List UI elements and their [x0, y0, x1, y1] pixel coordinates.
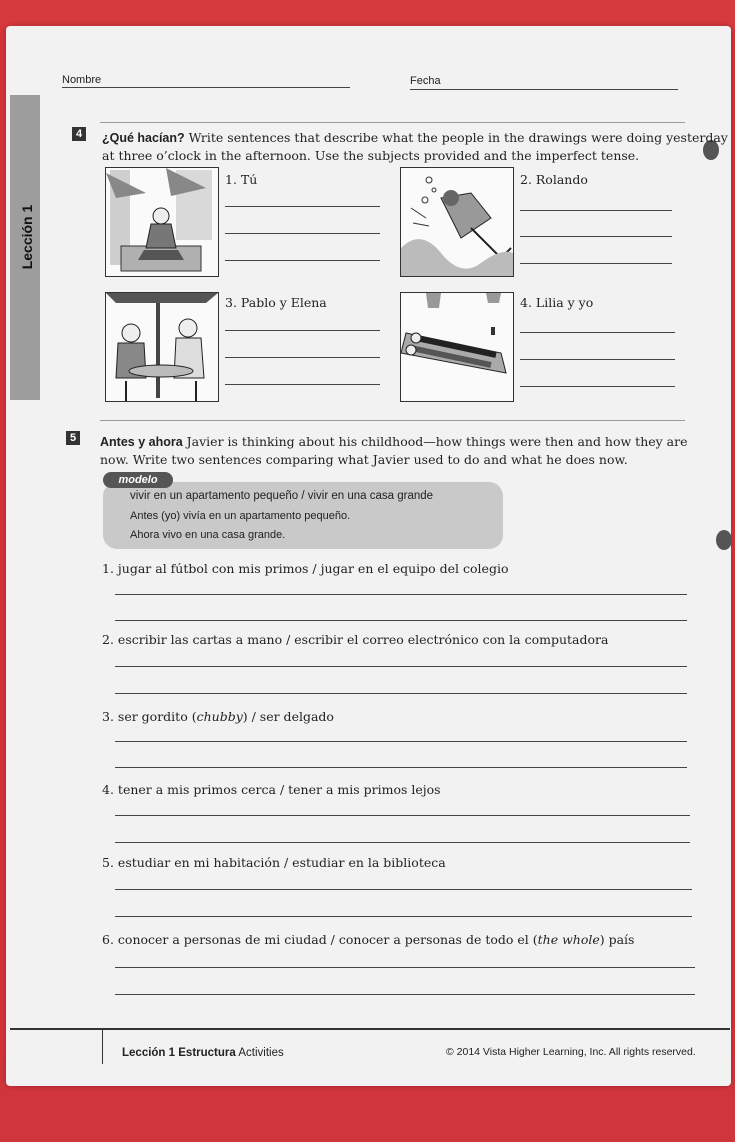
- footer-section: Estructura: [178, 1047, 236, 1059]
- exercise-3-text-em: chubby: [196, 709, 243, 724]
- activity-4-instructions-line2: at three o’clock in the afternoon. Use the subjects provided and the imperfect tense.: [102, 148, 640, 163]
- drawing-rolando-illustration: [401, 168, 513, 276]
- item-1-answer-line-3[interactable]: [225, 260, 380, 261]
- section-divider-2: [100, 420, 685, 421]
- exercise-1-answer-line-1[interactable]: [115, 594, 687, 595]
- side-tab-label: Lección 1: [19, 204, 35, 270]
- exercise-4-text: tener a mis primos cerca / tener a mis primos lejos: [117, 782, 441, 797]
- drawing-pablo-y-elena-illustration: [106, 293, 218, 401]
- exercise-4-prompt: [102, 782, 441, 797]
- item-2-answer-line-2[interactable]: [520, 236, 672, 237]
- item-1-answer-line-1[interactable]: [225, 206, 380, 207]
- item-4-label: 4. Lilia y yo: [520, 295, 594, 310]
- exercise-6-text-b: ) país: [599, 932, 635, 947]
- drawing-pablo-y-elena: [105, 292, 219, 402]
- activity-5-instructions-line1: [100, 434, 688, 449]
- footer-rule: [10, 1028, 730, 1030]
- exercise-6-answer-line-1[interactable]: [115, 967, 695, 968]
- exercise-6-answer-line-2[interactable]: [115, 994, 695, 995]
- exercise-1-answer-line-2[interactable]: [115, 620, 687, 621]
- item-4-answer-line-1[interactable]: [520, 332, 675, 333]
- exercise-5-answer-line-2[interactable]: [115, 916, 692, 917]
- item-2-answer-line-1[interactable]: [520, 210, 672, 211]
- exercise-4-number: 4.: [102, 782, 114, 797]
- footer-activities: Activities: [238, 1047, 284, 1059]
- modelo-answer-2: Ahora vivo en una casa grande.: [130, 529, 286, 541]
- exercise-1-prompt: [102, 561, 508, 576]
- footer-lesson: Lección 1: [122, 1047, 176, 1059]
- fecha-field[interactable]: [410, 89, 678, 90]
- modelo-tag: modelo: [103, 472, 173, 488]
- exercise-3-prompt: [102, 709, 334, 724]
- exercise-5-text: estudiar en mi habitación / estudiar en la biblioteca: [117, 855, 446, 870]
- nombre-label: Nombre: [62, 74, 102, 86]
- drawing-lilia-y-yo: [400, 292, 514, 402]
- item-4-answer-line-3[interactable]: [520, 386, 675, 387]
- item-2-label: 2. Rolando: [520, 172, 588, 187]
- exercise-3-number: 3.: [102, 709, 114, 724]
- activity-4-title: ¿Qué hacían?: [102, 131, 185, 145]
- exercise-5-number: 5.: [102, 855, 114, 870]
- exercise-6-prompt: [102, 932, 634, 947]
- exercise-1-number: 1.: [102, 561, 114, 576]
- exercise-6-text-a: conocer a personas de mi ciudad / conocer a personas de todo el (: [117, 932, 538, 947]
- item-3-answer-line-2[interactable]: [225, 357, 380, 358]
- nombre-field[interactable]: [62, 87, 350, 88]
- exercise-6-text-em: the whole: [537, 932, 600, 947]
- activity-5-instructions-line2: now. Write two sentences comparing what Javier used to do and what he does now.: [100, 452, 628, 467]
- exercise-2-answer-line-2[interactable]: [115, 693, 687, 694]
- exercise-1-text: jugar al fútbol con mis primos / jugar en el equipo del colegio: [117, 561, 509, 576]
- exercise-3-text-a: ser gordito (: [117, 709, 197, 724]
- binder-hole-middle: [716, 530, 732, 550]
- exercise-2-answer-line-1[interactable]: [115, 666, 687, 667]
- activity-4-instructions-line1: [102, 130, 728, 145]
- item-1-answer-line-2[interactable]: [225, 233, 380, 234]
- footer-copyright: © 2014 Vista Higher Learning, Inc. All rights reserved.: [446, 1046, 696, 1058]
- activity-4-instructions: Write sentences that describe what the people in the drawings were doing yesterday: [188, 130, 728, 145]
- activity-5-title: Antes y ahora: [100, 435, 183, 449]
- activity-5-instructions: Javier is thinking about his childhood—how things were then and how they are: [186, 434, 688, 449]
- exercise-2-number: 2.: [102, 632, 114, 647]
- item-3-label: 3. Pablo y Elena: [225, 295, 327, 310]
- drawing-lilia-y-yo-illustration: [401, 293, 513, 401]
- exercise-2-prompt: [102, 632, 608, 647]
- item-2-answer-line-3[interactable]: [520, 263, 672, 264]
- exercise-4-answer-line-1[interactable]: [115, 815, 690, 816]
- drawing-rolando: [400, 167, 514, 277]
- drawing-tu: [105, 167, 219, 277]
- exercise-3-answer-line-2[interactable]: [115, 767, 687, 768]
- modelo-prompt: vivir en un apartamento pequeño / vivir en una casa grande: [130, 490, 434, 502]
- activity-5-number: 5: [66, 431, 80, 445]
- section-divider: [100, 122, 685, 123]
- exercise-4-answer-line-2[interactable]: [115, 842, 690, 843]
- footer-divider: [102, 1028, 103, 1064]
- item-1-label: 1. Tú: [225, 172, 258, 187]
- exercise-3-text-b: ) / ser delgado: [242, 709, 334, 724]
- exercise-5-answer-line-1[interactable]: [115, 889, 692, 890]
- item-3-answer-line-3[interactable]: [225, 384, 380, 385]
- item-4-answer-line-2[interactable]: [520, 359, 675, 360]
- activity-4-number: 4: [72, 127, 86, 141]
- fecha-label: Fecha: [410, 75, 441, 87]
- exercise-2-text: escribir las cartas a mano / escribir el correo electrónico con la computadora: [117, 632, 609, 647]
- drawing-tu-illustration: [106, 168, 218, 276]
- exercise-3-answer-line-1[interactable]: [115, 741, 687, 742]
- footer-lesson-line: [122, 1047, 284, 1059]
- exercise-5-prompt: [102, 855, 446, 870]
- exercise-6-number: 6.: [102, 932, 114, 947]
- modelo-answer-1: Antes (yo) vivía en un apartamento pequeño.: [130, 510, 351, 522]
- item-3-answer-line-1[interactable]: [225, 330, 380, 331]
